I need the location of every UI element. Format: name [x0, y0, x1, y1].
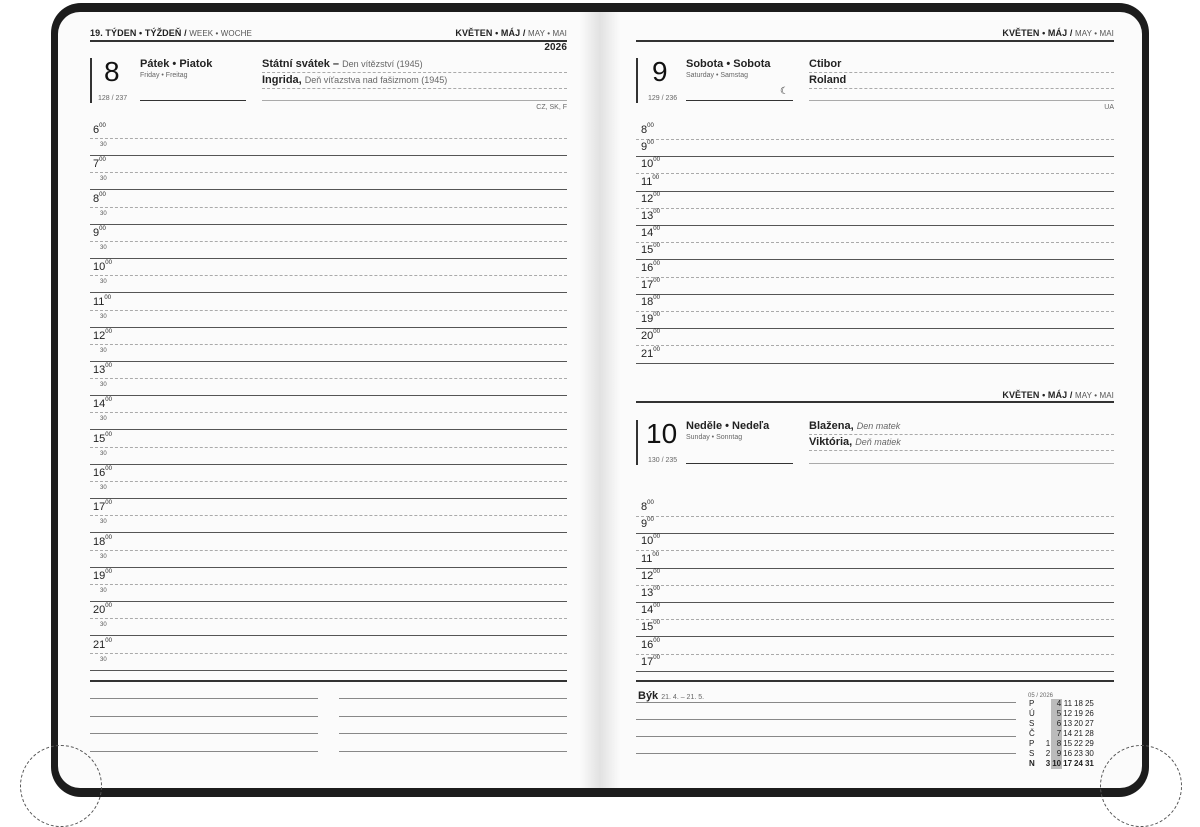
- calendar-day: 7: [1051, 729, 1062, 739]
- day-name: Pátek • Piatok: [140, 58, 213, 70]
- calendar-day: 21: [1074, 729, 1083, 738]
- hour-label: $15^{00}$: [641, 243, 660, 257]
- notes-line: [636, 719, 1016, 720]
- half-hour-line: [90, 567, 567, 568]
- notes-line: [636, 702, 1016, 703]
- hour-line: [90, 653, 567, 654]
- calendar-day: 14: [1063, 729, 1073, 738]
- nameday-2: Viktória, Deň matiek: [809, 436, 901, 448]
- hour-line: [90, 412, 567, 413]
- event-line: [809, 72, 1114, 73]
- moon-phase-icon: ☾: [780, 86, 789, 97]
- day-number: 8: [104, 56, 120, 87]
- half-hour-label: 30: [100, 382, 107, 389]
- half-hour-line: [90, 498, 567, 499]
- hour-line: [636, 516, 1114, 517]
- hour-label: $12^{00}$: [641, 568, 660, 582]
- half-hour-label: 30: [100, 519, 107, 526]
- day-name: Sobota • Sobota: [686, 58, 771, 70]
- hour-line: [90, 344, 567, 345]
- hour-label: $6^{00}$: [93, 123, 106, 136]
- hour-line: [90, 138, 567, 139]
- hour-label: $18^{00}$: [641, 295, 660, 308]
- event-line: [262, 72, 567, 73]
- half-hour-line: [90, 361, 567, 362]
- event-line: [262, 88, 567, 89]
- hour-line: [636, 208, 1114, 209]
- hour-label: $20^{00}$: [93, 603, 112, 617]
- event-line: [809, 463, 1114, 464]
- hour-line: [90, 172, 567, 173]
- hour-line: [90, 378, 567, 379]
- day-counter: 130 / 235: [648, 457, 678, 464]
- hour-line: [636, 139, 1114, 140]
- calendar-day: 6: [1051, 719, 1062, 729]
- hour-label: $11^{00}$: [641, 551, 660, 565]
- hour-line: [90, 310, 567, 311]
- hour-label: $21^{00}$: [93, 637, 112, 651]
- hour-label: $8^{00}$: [641, 123, 654, 136]
- hour-label: $18^{00}$: [93, 534, 112, 548]
- day-bar: [90, 58, 92, 103]
- day-counter: 128 / 237: [98, 95, 128, 102]
- half-hour-line: [90, 429, 567, 430]
- left-corner-pocket: [20, 745, 102, 827]
- notes-line: [339, 716, 567, 717]
- hour-label: $16^{00}$: [93, 466, 112, 479]
- hour-line: [636, 156, 1114, 157]
- hour-line: [90, 275, 567, 276]
- hour-line: [636, 277, 1114, 278]
- half-hour-label: 30: [100, 622, 107, 629]
- month-header-right-2: KVĚTEN • MÁJ / MAY • MAI: [1002, 390, 1114, 400]
- hour-label: $9^{00}$: [93, 225, 106, 239]
- hour-line: [636, 225, 1114, 226]
- half-hour-line: [90, 292, 567, 293]
- hour-line: [636, 311, 1114, 312]
- half-hour-line: [90, 258, 567, 259]
- hour-label: $13^{00}$: [641, 209, 660, 222]
- hour-line: [636, 259, 1114, 260]
- hour-line: [636, 602, 1114, 603]
- hour-line: [636, 294, 1114, 295]
- hour-label: $11^{00}$: [93, 294, 112, 308]
- day-number: 10: [646, 418, 678, 449]
- country-codes: CZ, SK, F: [536, 104, 567, 111]
- notes-line: [636, 736, 1016, 737]
- right-corner-pocket: [1100, 745, 1182, 827]
- calendar-day: 13: [1063, 719, 1073, 728]
- event-line: [262, 100, 567, 101]
- calendar-day: 27: [1084, 719, 1094, 728]
- hour-label: $14^{00}$: [641, 226, 660, 240]
- hour-line: [90, 584, 567, 585]
- half-hour-label: 30: [100, 142, 107, 148]
- day-bar: [636, 420, 638, 465]
- calendar-day: 9: [1051, 749, 1062, 759]
- hour-label: $21^{00}$: [641, 346, 660, 360]
- hour-label: $9^{00}$: [641, 517, 654, 531]
- calendar-day: 23: [1074, 749, 1083, 758]
- notes-line: [90, 751, 318, 752]
- hour-label: $9^{00}$: [641, 140, 654, 154]
- hour-label: $11^{00}$: [641, 174, 660, 188]
- calendar-day: 17: [1063, 759, 1073, 768]
- calendar-day: 31: [1084, 759, 1094, 768]
- day-counter: 129 / 236: [648, 95, 678, 102]
- half-hour-label: 30: [100, 450, 107, 457]
- half-hour-label: 30: [100, 176, 107, 183]
- hour-line: [636, 533, 1114, 534]
- half-hour-label: 30: [100, 553, 107, 560]
- hour-label: $14^{00}$: [641, 603, 660, 617]
- calendar-day: 16: [1063, 749, 1073, 758]
- calendar-day: 30: [1084, 749, 1094, 758]
- right-top-rule: [636, 40, 1114, 42]
- month-header-right: KVĚTEN • MÁJ / MAY • MAI: [1002, 28, 1114, 38]
- hour-line: [636, 345, 1114, 346]
- month-header-left: KVĚTEN • MÁJ / MAY • MAI: [455, 28, 567, 38]
- day-name: Neděle • Nedeľa: [686, 420, 770, 432]
- event-line: [809, 100, 1114, 101]
- half-hour-label: 30: [100, 587, 107, 594]
- hour-label: $10^{00}$: [641, 157, 660, 171]
- hour-line: [636, 636, 1114, 637]
- notes-line: [339, 733, 567, 734]
- weekday-label: Č: [1029, 729, 1035, 738]
- half-hour-line: [90, 395, 567, 396]
- calendar-day: 4: [1051, 699, 1062, 709]
- hour-line: [90, 481, 567, 482]
- day-underline: [686, 100, 793, 101]
- calendar-day: 12: [1063, 709, 1073, 718]
- half-hour-label: 30: [100, 656, 107, 663]
- calendar-day: 2: [1045, 749, 1051, 758]
- calendar-day: 19: [1074, 709, 1083, 718]
- hour-label: $17^{00}$: [93, 500, 112, 514]
- hour-label: $19^{00}$: [641, 312, 660, 326]
- hour-line: [90, 207, 567, 208]
- calendar-day: 28: [1084, 729, 1094, 738]
- calendar-day: 5: [1051, 709, 1062, 719]
- hour-label: $8^{00}$: [641, 500, 654, 513]
- day-bar: [636, 58, 638, 103]
- notes-line: [90, 698, 318, 699]
- hour-line: [636, 363, 1114, 364]
- calendar-day: 18: [1074, 699, 1083, 708]
- left-top-rule: [90, 40, 567, 42]
- event-line: [809, 88, 1114, 89]
- weekday-label: S: [1029, 719, 1035, 728]
- notes-line: [90, 733, 318, 734]
- hour-line: [90, 618, 567, 619]
- hour-label: $8^{00}$: [93, 191, 106, 205]
- hour-label: $10^{00}$: [641, 534, 660, 548]
- hour-label: $20^{00}$: [641, 329, 660, 343]
- hour-line: [636, 585, 1114, 586]
- event-line: [809, 434, 1114, 435]
- calendar-day: 3: [1045, 759, 1051, 768]
- notes-line: [90, 716, 318, 717]
- event-line: [809, 450, 1114, 451]
- calendar-day: 26: [1084, 709, 1094, 718]
- calendar-day: 20: [1074, 719, 1083, 728]
- calendar-day: 11: [1063, 699, 1073, 708]
- day-name-sub: Sunday • Sonntag: [686, 434, 743, 441]
- half-hour-label: 30: [100, 347, 107, 354]
- hour-line: [90, 241, 567, 242]
- calendar-day: 8: [1051, 739, 1062, 749]
- half-hour-line: [90, 601, 567, 602]
- zodiac-sign: Býk 21. 4. – 21. 5.: [638, 690, 705, 702]
- nameday-1: Ctibor: [809, 58, 842, 70]
- nameday-1: Blažena, Den matek: [809, 420, 901, 432]
- half-hour-line: [90, 155, 567, 156]
- hour-label: $13^{00}$: [93, 363, 112, 377]
- calendar-day: 10: [1052, 759, 1062, 768]
- weekday-label: P: [1029, 739, 1035, 748]
- calendar-day: 24: [1074, 759, 1083, 768]
- weekday-label: N: [1029, 759, 1035, 768]
- hour-line: [636, 328, 1114, 329]
- half-hour-label: 30: [100, 210, 107, 217]
- day-name-sub: Saturday • Samstag: [686, 72, 748, 79]
- hour-label: $12^{00}$: [641, 191, 660, 205]
- calendar-day: 29: [1084, 739, 1094, 748]
- hour-line: [90, 550, 567, 551]
- hour-label: $14^{00}$: [93, 397, 112, 411]
- year-label: 2026: [544, 42, 567, 53]
- half-hour-label: 30: [100, 244, 107, 251]
- hour-line: [90, 447, 567, 448]
- event-2: Ingrida, Deň víťazstva nad fašizmom (1945): [262, 74, 448, 86]
- half-hour-label: 30: [100, 279, 107, 286]
- hour-label: $16^{00}$: [641, 260, 660, 274]
- notes-line: [636, 753, 1016, 754]
- hour-label: $16^{00}$: [641, 637, 660, 651]
- calendar-day: 1: [1045, 739, 1051, 748]
- weekday-label: S: [1029, 749, 1035, 758]
- hour-line: [636, 550, 1114, 551]
- day-underline: [140, 100, 246, 101]
- calendar-day: 22: [1074, 739, 1083, 748]
- hour-line: [636, 173, 1114, 174]
- half-hour-line: [90, 224, 567, 225]
- weekday-label: Ú: [1029, 709, 1035, 718]
- book-gutter: [580, 12, 620, 788]
- day-name-sub: Friday • Freitag: [140, 72, 188, 79]
- hour-label: $17^{00}$: [641, 654, 660, 668]
- event-1: Státní svátek – Den vítězství (1945): [262, 58, 423, 70]
- left-page: [58, 12, 600, 788]
- half-hour-label: 30: [100, 485, 107, 491]
- half-hour-line: [90, 635, 567, 636]
- hour-line: [90, 515, 567, 516]
- mini-calendar-grid: [1028, 699, 1095, 769]
- calendar-day: 25: [1084, 699, 1094, 708]
- hour-line: [636, 191, 1114, 192]
- country-code: UA: [1104, 104, 1114, 111]
- hour-line: [636, 671, 1114, 672]
- half-hour-line: [90, 189, 567, 190]
- notes-line: [339, 751, 567, 752]
- day-number: 9: [652, 56, 668, 87]
- hour-label: $7^{00}$: [93, 157, 106, 171]
- calendar-day: 15: [1063, 739, 1073, 748]
- weekday-label: P: [1029, 699, 1035, 708]
- half-hour-label: 30: [100, 313, 107, 320]
- hour-label: $15^{00}$: [641, 620, 660, 634]
- right-mid-rule: [636, 401, 1114, 403]
- hour-label: $17^{00}$: [641, 277, 660, 291]
- half-hour-line: [90, 327, 567, 328]
- half-hour-label: 30: [100, 416, 107, 423]
- notes-divider: [636, 680, 1114, 682]
- half-hour-line: [90, 464, 567, 465]
- mini-calendar: [1028, 693, 1095, 769]
- week-header: 19. TÝDEN • TÝŽDEŇ / WEEK • WOCHE: [90, 28, 252, 38]
- nameday-2: Roland: [809, 74, 847, 86]
- hour-line: [636, 568, 1114, 569]
- hour-label: $12^{00}$: [93, 328, 112, 342]
- notes-divider: [90, 680, 567, 682]
- hour-label: $19^{00}$: [93, 568, 112, 582]
- hour-line: [636, 619, 1114, 620]
- half-hour-line: [90, 532, 567, 533]
- hour-line: [636, 654, 1114, 655]
- notes-line: [339, 698, 567, 699]
- hour-label: $10^{00}$: [93, 260, 112, 274]
- day-underline: [686, 463, 793, 464]
- hour-label: $15^{00}$: [93, 431, 112, 445]
- hour-label: $13^{00}$: [641, 586, 660, 599]
- half-hour-line: [90, 670, 567, 671]
- hour-line: [636, 242, 1114, 243]
- mini-calendar-title: 05 / 2026: [1028, 693, 1054, 699]
